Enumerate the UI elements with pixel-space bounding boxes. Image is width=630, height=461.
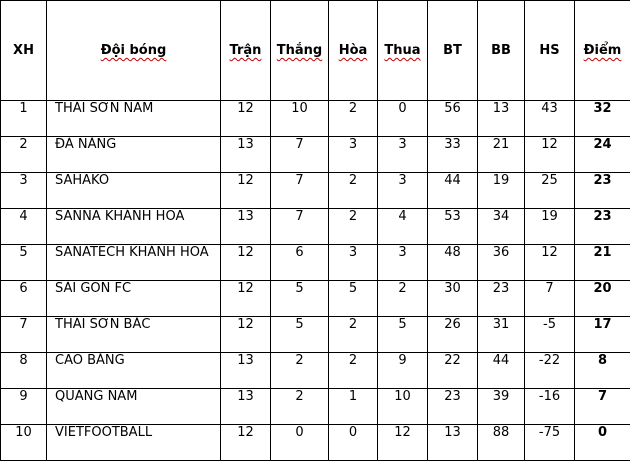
table-row [1, 389, 630, 425]
losses-cell: 12 [378, 425, 428, 461]
goals-against-cell: 21 [478, 137, 525, 173]
table-row [1, 209, 630, 245]
team-cell: ĐÀ NẴNG [47, 137, 221, 173]
rank-cell: 9 [1, 389, 47, 425]
draws-cell: 2 [329, 173, 378, 209]
goal-difference-cell: 12 [525, 245, 575, 281]
table-row [1, 425, 630, 461]
losses-cell: 5 [378, 317, 428, 353]
goals-against-cell: 31 [478, 317, 525, 353]
points-cell: 21 [575, 245, 630, 281]
team-cell: CAO BẰNG [47, 353, 221, 389]
wins-cell: 10 [271, 101, 329, 137]
goal-difference-cell: -16 [525, 389, 575, 425]
draws-cell: 2 [329, 209, 378, 245]
table-row [1, 317, 630, 353]
header-row [1, 1, 630, 101]
losses-cell: 3 [378, 137, 428, 173]
team-cell: VIETFOOTBALL [47, 425, 221, 461]
table-row [1, 353, 630, 389]
table-row [1, 101, 630, 137]
losses-cell: 9 [378, 353, 428, 389]
wins-cell: 6 [271, 245, 329, 281]
points-cell: 23 [575, 173, 630, 209]
points-cell: 32 [575, 101, 630, 137]
points-cell: 17 [575, 317, 630, 353]
team-cell: THÁI SƠN BẮC [47, 317, 221, 353]
goals-for-cell: 26 [428, 317, 478, 353]
wins-cell: 0 [271, 425, 329, 461]
played-cell: 12 [221, 425, 271, 461]
losses-cell: 4 [378, 209, 428, 245]
column-header-goals-for: BT [428, 1, 478, 101]
points-cell: 7 [575, 389, 630, 425]
goal-difference-cell: 7 [525, 281, 575, 317]
goals-for-cell: 13 [428, 425, 478, 461]
losses-cell: 10 [378, 389, 428, 425]
points-cell: 20 [575, 281, 630, 317]
goals-against-cell: 34 [478, 209, 525, 245]
losses-cell: 0 [378, 101, 428, 137]
wins-cell: 7 [271, 137, 329, 173]
points-cell: 24 [575, 137, 630, 173]
goal-difference-cell: -22 [525, 353, 575, 389]
goal-difference-cell: 43 [525, 101, 575, 137]
column-header-points: Điểm [575, 1, 630, 101]
goals-for-cell: 56 [428, 101, 478, 137]
wins-cell: 7 [271, 173, 329, 209]
goals-for-cell: 48 [428, 245, 478, 281]
goal-difference-cell: 12 [525, 137, 575, 173]
goals-for-cell: 22 [428, 353, 478, 389]
played-cell: 13 [221, 389, 271, 425]
column-header-goal-difference: HS [525, 1, 575, 101]
played-cell: 12 [221, 245, 271, 281]
team-cell: SANATECH KHÁNH HÒA [47, 245, 221, 281]
team-cell: SAHAKO [47, 173, 221, 209]
team-cell: SANNA KHÁNH HÒA [47, 209, 221, 245]
rank-cell: 3 [1, 173, 47, 209]
draws-cell: 3 [329, 245, 378, 281]
goals-against-cell: 88 [478, 425, 525, 461]
goals-for-cell: 30 [428, 281, 478, 317]
wins-cell: 2 [271, 389, 329, 425]
goals-for-cell: 53 [428, 209, 478, 245]
rank-cell: 1 [1, 101, 47, 137]
column-header-losses: Thua [378, 1, 428, 101]
draws-cell: 2 [329, 353, 378, 389]
rank-cell: 10 [1, 425, 47, 461]
goal-difference-cell: -5 [525, 317, 575, 353]
goal-difference-cell: 19 [525, 209, 575, 245]
wins-cell: 7 [271, 209, 329, 245]
draws-cell: 5 [329, 281, 378, 317]
played-cell: 12 [221, 101, 271, 137]
goals-against-cell: 39 [478, 389, 525, 425]
rank-cell: 2 [1, 137, 47, 173]
team-cell: THÁI SƠN NAM [47, 101, 221, 137]
table-row [1, 173, 630, 209]
draws-cell: 2 [329, 317, 378, 353]
table-row [1, 137, 630, 173]
column-header-wins: Thắng [271, 1, 329, 101]
points-cell: 8 [575, 353, 630, 389]
played-cell: 13 [221, 353, 271, 389]
goal-difference-cell: 25 [525, 173, 575, 209]
goals-against-cell: 23 [478, 281, 525, 317]
goals-against-cell: 44 [478, 353, 525, 389]
goals-against-cell: 19 [478, 173, 525, 209]
rank-cell: 8 [1, 353, 47, 389]
goals-against-cell: 13 [478, 101, 525, 137]
points-cell: 23 [575, 209, 630, 245]
played-cell: 12 [221, 281, 271, 317]
table-row [1, 245, 630, 281]
goals-for-cell: 33 [428, 137, 478, 173]
rank-cell: 4 [1, 209, 47, 245]
draws-cell: 2 [329, 101, 378, 137]
column-header-rank: XH [1, 1, 47, 101]
column-header-team: Đội bóng [47, 1, 221, 101]
goals-for-cell: 44 [428, 173, 478, 209]
draws-cell: 3 [329, 137, 378, 173]
column-header-goals-against: BB [478, 1, 525, 101]
wins-cell: 2 [271, 353, 329, 389]
column-header-draws: Hòa [329, 1, 378, 101]
played-cell: 13 [221, 209, 271, 245]
points-cell: 0 [575, 425, 630, 461]
goals-for-cell: 23 [428, 389, 478, 425]
wins-cell: 5 [271, 281, 329, 317]
goals-against-cell: 36 [478, 245, 525, 281]
wins-cell: 5 [271, 317, 329, 353]
losses-cell: 3 [378, 245, 428, 281]
draws-cell: 0 [329, 425, 378, 461]
goal-difference-cell: -75 [525, 425, 575, 461]
rank-cell: 5 [1, 245, 47, 281]
played-cell: 12 [221, 173, 271, 209]
column-header-played: Trận [221, 1, 271, 101]
table-row [1, 281, 630, 317]
losses-cell: 3 [378, 173, 428, 209]
losses-cell: 2 [378, 281, 428, 317]
played-cell: 13 [221, 137, 271, 173]
rank-cell: 7 [1, 317, 47, 353]
rank-cell: 6 [1, 281, 47, 317]
team-cell: QUẢNG NAM [47, 389, 221, 425]
team-cell: SÀI GÒN FC [47, 281, 221, 317]
draws-cell: 1 [329, 389, 378, 425]
played-cell: 12 [221, 317, 271, 353]
